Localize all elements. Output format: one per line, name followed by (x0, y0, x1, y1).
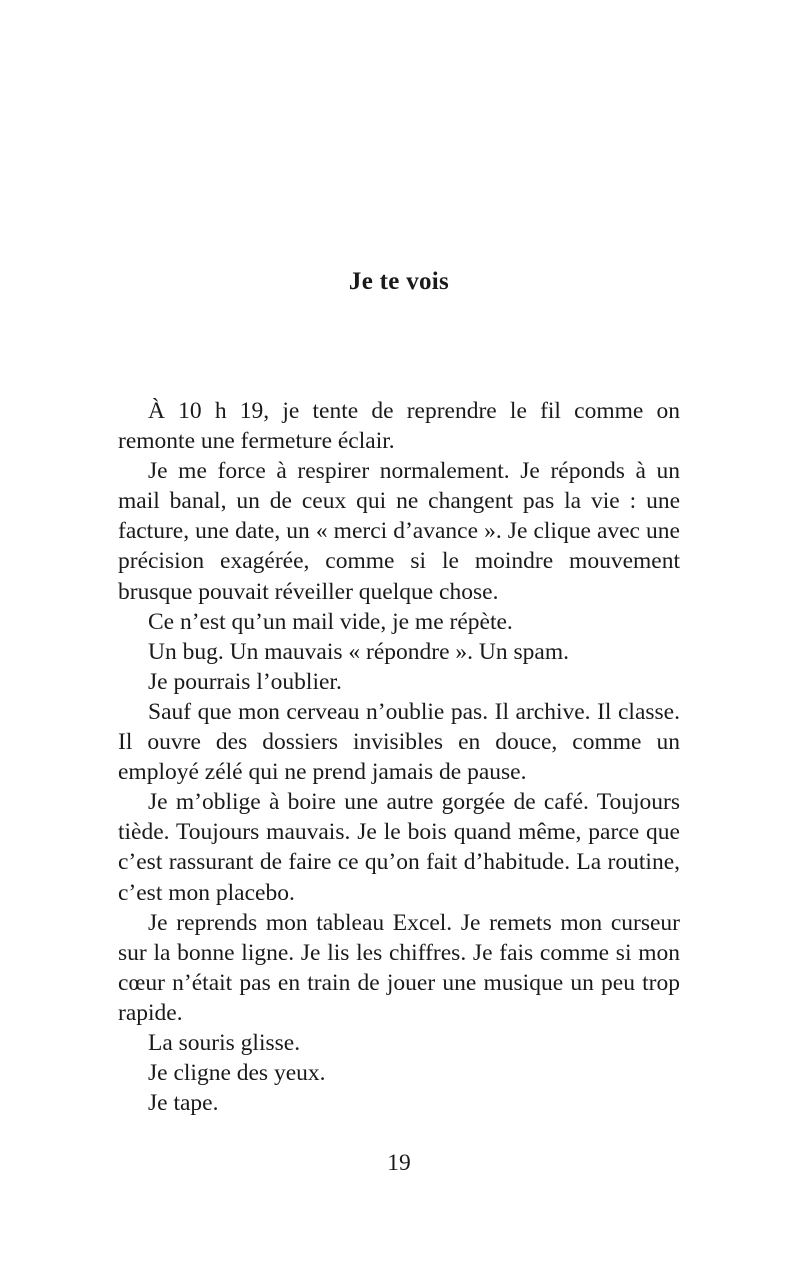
paragraph: Je tape. (148, 1090, 219, 1117)
chapter-title: Je te vois (348, 268, 450, 295)
paragraph: Sauf que mon cerveau n’oublie pas. Il archive. Il classe. Il ouvre des dossiers invisibles en douce, comme un employé zélé qui ne prend jamais de pause. (118, 698, 680, 786)
paragraph: Je me force à respirer normalement. Je réponds à un mail banal, un de ceux qui ne changent pas la vie : une facture, une date, un « merci d’avance ». Je clique avec une précision exagérée, comme si le moindre mouvement brusque pouvait réveiller quelque chose. (118, 458, 680, 605)
paragraph: Ce n’est qu’un mail vide, je me répète. (148, 608, 513, 635)
paragraph: Un bug. Un mauvais « répondre ». Un spam. (148, 638, 569, 665)
paragraph: La souris glisse. (148, 1029, 301, 1056)
page-number: 19 (387, 1150, 411, 1176)
paragraph: Je pourrais l’oublier. (148, 668, 342, 695)
paragraph: Je cligne des yeux. (148, 1060, 326, 1087)
paragraph: À 10 h 19, je tente de reprendre le fil comme on remonte une fermeture éclair. (118, 398, 680, 455)
body-text (118, 396, 680, 1118)
paragraph: Je m’oblige à boire une autre gorgée de café. Toujours tiède. Toujours mauvais. Je le bois quand même, parce que c’est rassurant de faire ce qu’on fait d’habitude. La routine, c’est mon placebo. (118, 789, 680, 906)
paragraph: Je reprends mon tableau Excel. Je remets mon curseur sur la bonne ligne. Je lis les chiffres. Je fais comme si mon cœur n’était pas en train de jouer une musique un peu trop rapide. (118, 909, 680, 1026)
